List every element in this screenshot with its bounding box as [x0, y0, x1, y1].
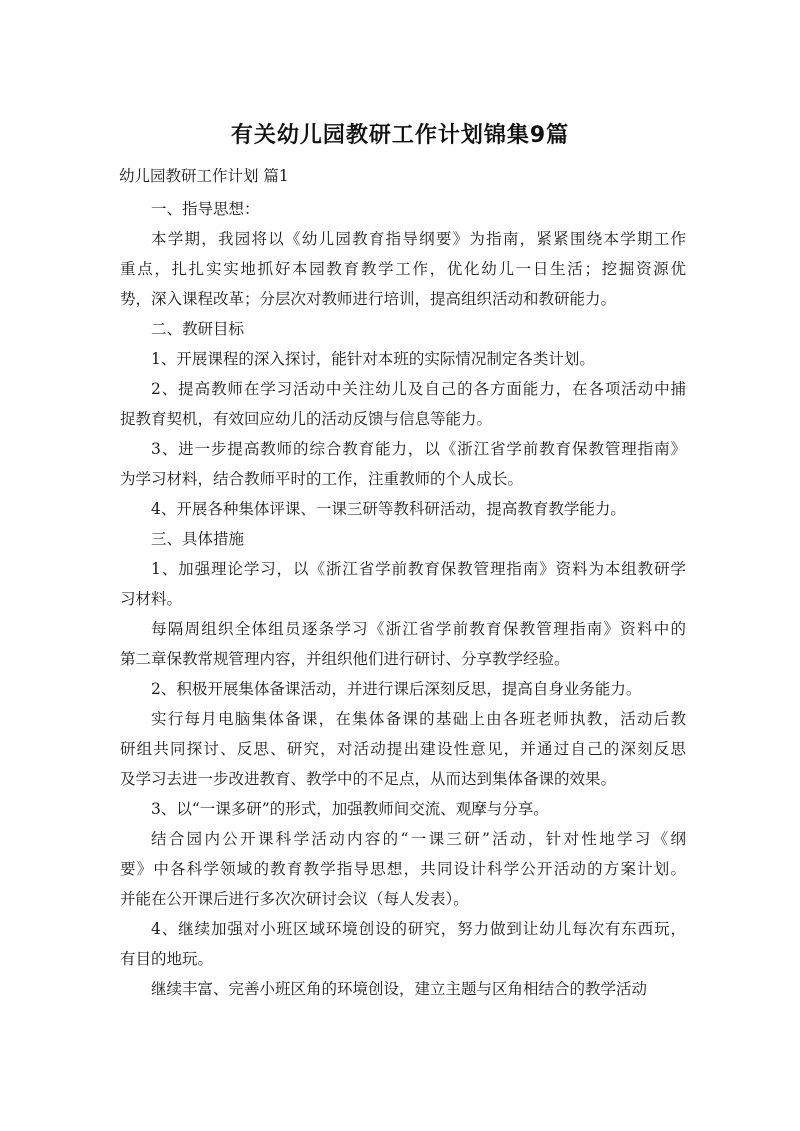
paragraph-line: 为学习材料，结合教师平时的工作，注重教师的个人成长。 — [120, 470, 524, 488]
paragraph-line: 继续丰富、完善小班区角的环境创设，建立主题与区角相结合的教学活动 — [151, 980, 648, 998]
paragraph-line: 每隔周组织全体组员逐条学习《浙江省学前教育保教管理指南》资料中的 — [151, 620, 686, 638]
paragraph-line: 2、积极开展集体备课活动，并进行课后深刻反思，提高自身业务能力。 — [151, 680, 642, 698]
paragraph-line: 有目的地玩。 — [120, 950, 214, 968]
paragraph-line: 三、具体措施 — [151, 530, 245, 548]
paragraph-line: 结合园内公开课科学活动内容的“一课三研”活动，针对性地学习《纲 — [151, 830, 686, 848]
paragraph-line: 势，深入课程改革；分层次对教师进行培训，提高组织活动和教研能力。 — [120, 290, 617, 308]
paragraph-line: 3、以“一课多研”的形式，加强教师间交流、观摩与分享。 — [151, 800, 549, 818]
paragraph — [120, 914, 686, 974]
paragraph-line: 1、加强理论学习，以《浙江省学前教育保教管理指南》资料为本组教研学 — [151, 560, 686, 578]
paragraph-line: 要》中各科学领域的教育教学指导思想，共同设计科学公开活动的方案计划。 — [120, 860, 686, 878]
paragraph-line: 二、教研目标 — [151, 320, 245, 338]
paragraph-line: 实行每月电脑集体备课，在集体备课的基础上由各班老师执教，活动后教 — [151, 710, 686, 728]
paragraph — [120, 194, 686, 224]
paragraph-line: 一、指导思想： — [151, 200, 260, 218]
paragraph — [120, 704, 686, 794]
paragraph-line: 习材料。 — [120, 590, 183, 608]
paragraph — [120, 674, 686, 704]
paragraph-line: 并能在公开课后进行多次次研讨会议（每人发表）。 — [120, 890, 469, 908]
paragraph-line: 3、进一步提高教师的综合教育能力，以《浙江省学前教育保教管理指南》 — [151, 440, 686, 458]
paragraph — [120, 374, 686, 434]
paragraph — [120, 524, 686, 554]
paragraph — [120, 314, 686, 344]
paragraph — [120, 434, 686, 494]
document-title: 有关幼儿园教研工作计划锦集9篇 — [230, 123, 570, 148]
document-body — [120, 194, 686, 1004]
paragraph-line: 研组共同探讨、反思、研究，对活动提出建设性意见，并通过自己的深刻反思 — [120, 740, 686, 758]
paragraph-line: 捉教育契机，有效回应幼儿的活动反馈与信息等能力。 — [120, 410, 493, 428]
document-subtitle: 幼儿园教研工作计划 篇1 — [119, 167, 289, 185]
paragraph-line: 第二章保教常规管理内容，并组织他们进行研讨、分享教学经验。 — [120, 650, 570, 668]
paragraph — [120, 344, 686, 374]
paragraph — [120, 614, 686, 674]
paragraph — [120, 494, 686, 524]
paragraph-line: 2、提高教师在学习活动中关注幼儿及自己的各方面能力，在各项活动中捕 — [151, 380, 686, 398]
paragraph-line: 1、开展课程的深入探讨，能针对本班的实际情况制定各类计划。 — [151, 350, 595, 368]
paragraph-line: 4、开展各种集体评课、一课三研等教科研活动，提高教育教学能力。 — [151, 500, 626, 518]
paragraph-line: 重点，扎扎实实地抓好本园教育教学工作，优化幼儿一日生活；挖掘资源优 — [120, 260, 686, 278]
paragraph-line: 及学习去进一步改进教育、教学中的不足点，从而达到集体备课的效果。 — [120, 770, 617, 788]
paragraph — [120, 974, 686, 1004]
paragraph — [120, 554, 686, 614]
paragraph — [120, 824, 686, 914]
paragraph — [120, 224, 686, 314]
paragraph-line: 4、继续加强对小班区域环境创设的研究，努力做到让幼儿每次有东西玩， — [151, 920, 686, 938]
paragraph-line: 本学期，我园将以《幼儿园教育指导纲要》为指南，紧紧围绕本学期工作 — [151, 230, 686, 248]
paragraph — [120, 794, 686, 824]
